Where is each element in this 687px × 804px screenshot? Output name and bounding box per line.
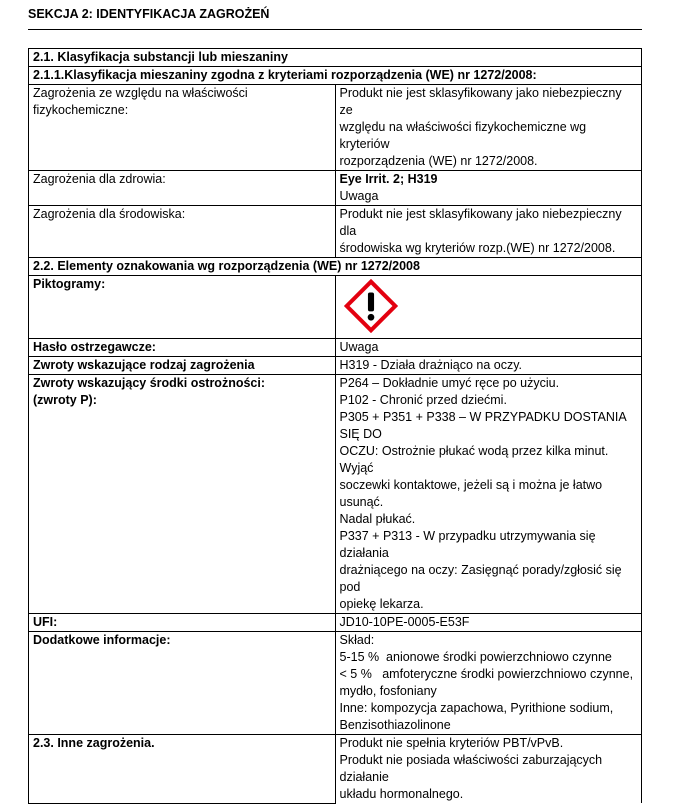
table-row	[29, 276, 642, 339]
additional-info-label: Dodatkowe informacje:	[29, 632, 336, 735]
signal-word-label: Hasło ostrzegawcze:	[29, 339, 336, 357]
section-title: SEKCJA 2: IDENTYFIKACJA ZAGROŻEŃ	[28, 6, 642, 30]
precautionary-statements-label: Zwroty wskazujący środki ostrożności: (zwroty P):	[29, 375, 336, 614]
physchem-hazards-value: Produkt nie jest sklasyfikowany jako niebezpieczny ze względu na właściwości fizykochemiczne wg kryteriów rozporządzenia (WE) nr 1272/2008.	[335, 85, 642, 171]
ufi-value: JD10-10PE-0005-E53F	[335, 614, 642, 632]
table-row	[29, 357, 642, 375]
ufi-label: UFI:	[29, 614, 336, 632]
table-row	[29, 735, 642, 804]
physchem-hazards-label: Zagrożenia ze względu na właściwości fizykochemiczne:	[29, 85, 336, 171]
table-row	[29, 85, 642, 171]
table-row	[29, 375, 642, 614]
table-row	[29, 632, 642, 735]
table-row	[29, 171, 642, 206]
other-hazards-value: Produkt nie spełnia kryteriów PBT/vPvB. Produkt nie posiada właściwości zaburzających działanie układu hormonalnego.	[335, 735, 642, 804]
signal-word-value: Uwaga	[335, 339, 642, 357]
table-row	[29, 258, 642, 276]
pictograms-value	[335, 276, 642, 339]
health-hazards-label: Zagrożenia dla zdrowia:	[29, 171, 336, 206]
table-row	[29, 49, 642, 67]
hazard-statements-label: Zwroty wskazujące rodzaj zagrożenia	[29, 357, 336, 375]
table-row	[29, 614, 642, 632]
subsection-2-2-title: 2.2. Elementy oznakowania wg rozporządzenia (WE) nr 1272/2008	[29, 258, 642, 276]
environment-hazards-value: Produkt nie jest sklasyfikowany jako niebezpieczny dla środowiska wg kryteriów rozp.(WE) nr 1272/2008.	[335, 206, 642, 258]
pictograms-label: Piktogramy:	[29, 276, 336, 339]
subsection-2-1-1-title: 2.1.1.Klasyfikacja mieszaniny zgodna z kryteriami rozporządzenia (WE) nr 1272/2008:	[29, 67, 642, 85]
hazard-statements-value: H319 - Działa drażniąco na oczy.	[335, 357, 642, 375]
exclamation-mark-ghs07-icon	[344, 279, 398, 333]
table-row	[29, 206, 642, 258]
table-row	[29, 67, 642, 85]
hazard-identification-table	[28, 48, 642, 804]
subsection-2-3-title: 2.3. Inne zagrożenia.	[29, 735, 336, 804]
subsection-2-1-title: 2.1. Klasyfikacja substancji lub mieszaniny	[29, 49, 642, 67]
additional-info-value: Skład: 5-15 % anionowe środki powierzchniowo czynne < 5 % amfoteryczne środki powierzchniowo czynne, mydło, fosfoniany Inne: kompozycja zapachowa, Pyrithione sodium, Benzisothiazolinone	[335, 632, 642, 735]
health-hazards-value: Eye Irrit. 2; H319 Uwaga	[335, 171, 642, 206]
table-row	[29, 339, 642, 357]
environment-hazards-label: Zagrożenia dla środowiska:	[29, 206, 336, 258]
precautionary-statements-value: P264 – Dokładnie umyć ręce po użyciu. P102 - Chronić przed dziećmi. P305 + P351 + P338 – W PRZYPADKU DOSTANIA SIĘ DO OCZU: Ostrożnie płukać wodą przez kilka minut. Wyjąć soczewki kontaktowe, jeżeli są i można je łatwo usunąć. Nadal płukać. P337 + P313 - W przypadku utrzymywania się działania drażniącego na oczy: Zasięgnąć porady/zgłosić się pod opiekę lekarza.	[335, 375, 642, 614]
